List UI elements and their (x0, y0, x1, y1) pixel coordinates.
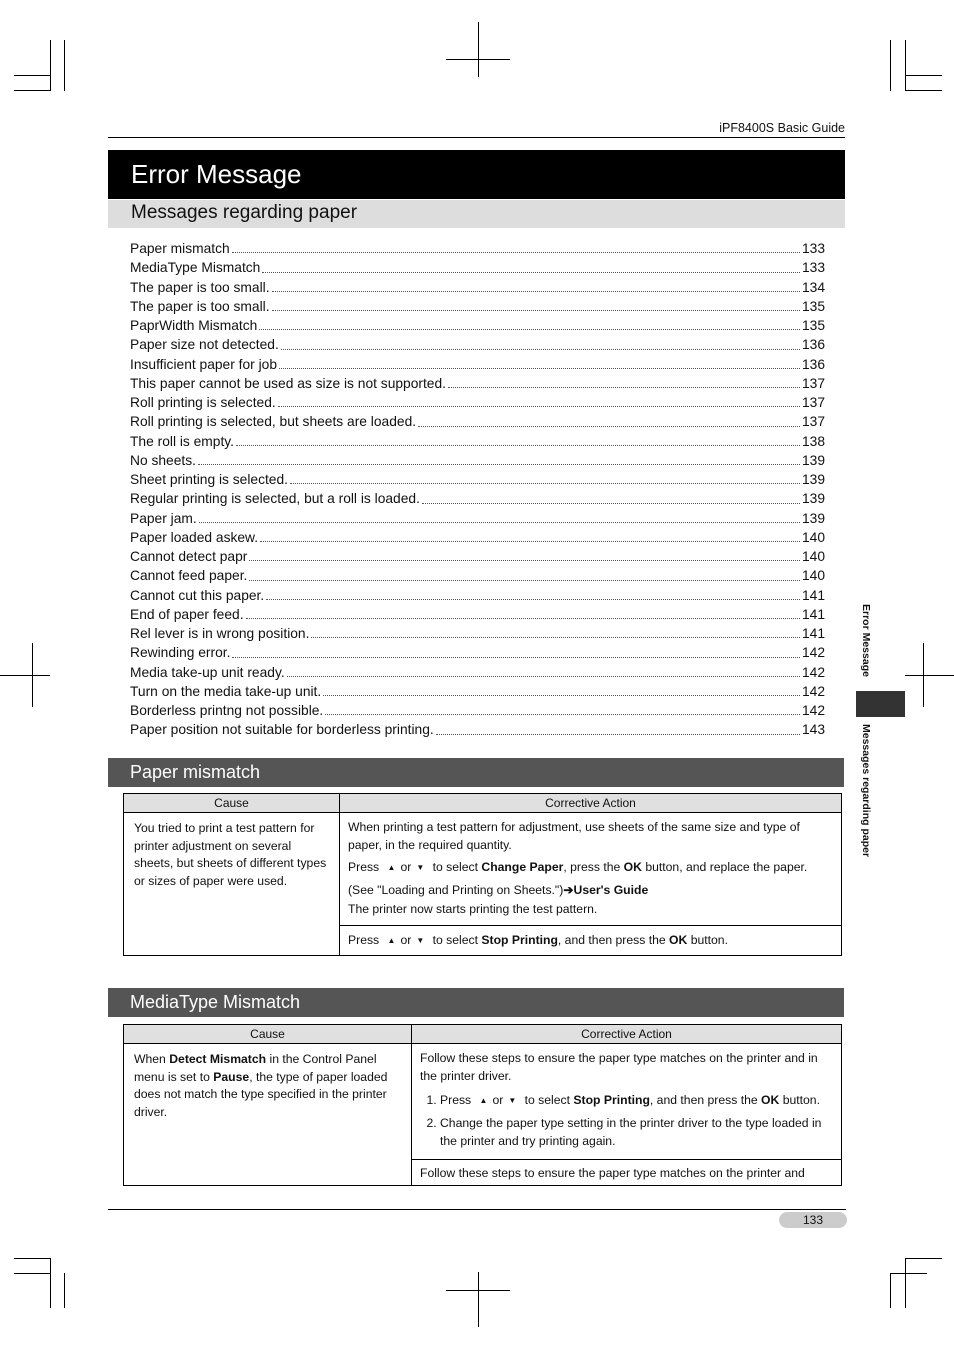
page-number: 133 (779, 1212, 847, 1228)
crop-mark (890, 1273, 891, 1308)
toc-entry-page: 138 (801, 433, 825, 449)
toc-leader-dots (249, 566, 800, 580)
toc-leader-dots (290, 470, 800, 484)
crop-mark (64, 40, 65, 91)
title-bar (108, 150, 845, 199)
toc-leader-dots (287, 663, 800, 677)
down-arrow-icon: ▼ (416, 863, 425, 872)
toc-entry-page: 139 (801, 452, 825, 468)
toc-entry-page: 137 (801, 395, 825, 410)
toc-entry[interactable] (130, 643, 825, 662)
toc-entry-label: Paper position not suitable for borderless printing. (130, 722, 434, 738)
toc-leader-dots (325, 701, 800, 715)
toc-leader-dots (311, 624, 800, 638)
crop-mark (14, 90, 51, 91)
up-arrow-icon: ▲ (387, 935, 396, 945)
toc-entry-label: Rewinding error. (130, 645, 231, 661)
toc-entry-label: The paper is too small. (130, 279, 270, 295)
action-cell: Follow these steps to ensure the paper type matches on the printer and (412, 1160, 842, 1186)
toc-entry-page: 140 (801, 529, 825, 545)
section-heading-bar (108, 988, 844, 1017)
toc-entry[interactable] (130, 432, 825, 451)
toc-leader-dots (198, 451, 800, 465)
subtitle-bar (108, 200, 845, 228)
toc-leader-dots (259, 316, 800, 330)
toc-entry-label: The paper is too small. (130, 298, 270, 314)
toc-entry[interactable] (130, 355, 825, 374)
toc-leader-dots (232, 643, 800, 657)
page-title: Error Message (131, 159, 302, 189)
toc-leader-dots (448, 374, 800, 388)
crop-mark (905, 1258, 906, 1308)
up-arrow-icon: ▲ (387, 863, 396, 872)
toc-entry[interactable] (130, 509, 825, 528)
toc-entry-page: 142 (801, 703, 825, 718)
toc-entry[interactable] (130, 720, 825, 739)
toc-entry-page: 139 (801, 491, 825, 507)
toc-entry-page: 140 (801, 549, 825, 564)
toc-entry-label: Media take-up unit ready. (130, 664, 285, 680)
column-header-cause: Cause (124, 1025, 412, 1044)
crop-mark (50, 1258, 51, 1308)
toc-entry[interactable] (130, 297, 825, 316)
toc-leader-dots (272, 297, 800, 311)
action-intro: When printing a test pattern for adjustment, use sheets of the same size and type of paper, in the required quantity. (348, 820, 800, 852)
mediatype-mismatch-table (123, 1024, 842, 1186)
toc-leader-dots (272, 278, 800, 292)
action-step: Press ▲ or ▼ to select Change Paper, press the OK button, and replace the paper. (348, 860, 808, 874)
crop-mark (905, 90, 942, 91)
toc-entry-page: 136 (801, 356, 825, 372)
toc-entry[interactable] (130, 566, 825, 585)
toc-entry-label: Paper jam. (130, 510, 197, 526)
action-cell (340, 813, 842, 926)
down-arrow-icon: ▼ (508, 1096, 517, 1105)
toc-entry[interactable] (130, 605, 825, 624)
cause-cell: When Detect Mismatch in the Control Panel menu is set to Pause, the type of paper loaded does not match the type specified in the printer driver. (124, 1044, 412, 1186)
toc-leader-dots (278, 393, 800, 407)
toc-entry-label: Paper loaded askew. (130, 529, 259, 545)
toc-entry-label: Insufficient paper for job (130, 356, 278, 372)
column-header-action: Corrective Action (412, 1025, 842, 1044)
toc-entry[interactable] (130, 258, 825, 277)
toc-entry[interactable] (130, 335, 825, 354)
action-cell: Press ▲ or ▼ to select Stop Printing, and then press the OK button. (340, 925, 842, 956)
crop-mark (0, 675, 50, 676)
toc-entry-page: 139 (801, 510, 825, 526)
crop-mark (905, 675, 954, 676)
cause-cell (124, 813, 340, 956)
toc-entry-page: 141 (801, 626, 825, 641)
toc-entry[interactable] (130, 412, 825, 431)
toc-leader-dots (236, 432, 800, 446)
crop-mark (14, 1273, 51, 1274)
crop-mark (923, 643, 924, 707)
toc-entry-page: 142 (801, 683, 825, 699)
toc-entry-label: This paper cannot be used as size is not supported. (130, 375, 446, 391)
crop-mark (890, 1273, 927, 1274)
toc-leader-dots (418, 412, 800, 426)
toc-entry[interactable] (130, 528, 825, 547)
section-heading: Paper mismatch (130, 762, 261, 782)
toc-entry-label: No sheets. (130, 452, 196, 468)
toc-leader-dots (262, 258, 800, 272)
toc-entry-label: Roll printing is selected, but sheets are loaded. (130, 414, 417, 430)
toc-entry-label: Rel lever is in wrong position. (130, 626, 310, 641)
column-header-cause: Cause (124, 794, 340, 813)
header-rule (108, 137, 845, 138)
toc-entry-page: 141 (801, 587, 825, 603)
page-subtitle: Messages regarding paper (131, 202, 358, 223)
toc-list (130, 239, 825, 740)
toc-entry-label: Regular printing is selected, but a roll is loaded. (130, 491, 420, 507)
toc-leader-dots (281, 335, 800, 349)
reference-line: (See "Loading and Printing on Sheets.")➔User's Guide (348, 882, 649, 897)
up-arrow-icon: ▲ (479, 1096, 488, 1105)
crop-mark (50, 40, 51, 91)
crop-mark (32, 643, 33, 707)
toc-entry[interactable] (130, 547, 825, 566)
crop-mark (905, 40, 906, 91)
toc-entry-page: 140 (801, 568, 825, 584)
toc-entry-label: Cannot cut this paper. (130, 587, 265, 603)
toc-leader-dots (249, 547, 800, 561)
toc-entry[interactable] (130, 451, 825, 470)
crop-mark (478, 1272, 479, 1327)
toc-leader-dots (279, 355, 800, 369)
toc-entry[interactable] (130, 278, 825, 297)
toc-entry[interactable] (130, 239, 825, 258)
step-item: 2. Change the paper type setting in the printer driver to the type loaded in the printer and try printing again. (440, 1115, 833, 1150)
toc-entry-page: 137 (801, 375, 825, 391)
toc-entry[interactable] (130, 393, 825, 412)
toc-entry-label: Borderless printng not possible. (130, 703, 324, 718)
action-cell (412, 1044, 842, 1160)
side-chapter-label: Error Message (860, 604, 872, 677)
crop-mark (446, 1290, 510, 1291)
toc-entry[interactable] (130, 701, 825, 720)
toc-entry[interactable] (130, 316, 825, 335)
toc-entry-page: 139 (801, 472, 825, 487)
toc-entry-page: 142 (801, 645, 825, 661)
toc-entry-page: 133 (801, 241, 825, 256)
crop-mark (14, 75, 51, 76)
action-result: The printer now starts printing the test pattern. (348, 902, 598, 916)
toc-entry-label: MediaType Mismatch (130, 260, 261, 276)
column-header-action: Corrective Action (340, 794, 842, 813)
toc-entry-page: 137 (801, 414, 825, 430)
toc-entry[interactable] (130, 682, 825, 701)
guide-title: iPF8400S Basic Guide (719, 121, 845, 135)
toc-entry-label: Sheet printing is selected. (130, 472, 288, 487)
down-arrow-icon: ▼ (416, 935, 425, 945)
toc-entry-page: 135 (801, 298, 825, 314)
toc-entry-label: Cannot feed paper. (130, 568, 248, 584)
toc-leader-dots (232, 239, 800, 253)
crop-mark (478, 22, 479, 77)
toc-entry-page: 136 (801, 337, 825, 353)
toc-entry[interactable] (130, 624, 825, 643)
toc-entry-page: 141 (801, 606, 825, 622)
toc-entry[interactable] (130, 489, 825, 508)
side-tab-marker (856, 691, 905, 717)
crop-mark (14, 1258, 51, 1259)
toc-leader-dots (422, 489, 800, 503)
toc-leader-dots (266, 586, 800, 600)
toc-entry-page: 135 (801, 318, 825, 333)
toc-leader-dots (199, 509, 800, 523)
crop-mark (890, 40, 891, 91)
side-section-label: Messages regarding paper (860, 724, 872, 858)
users-guide-link[interactable]: User's Guide (573, 882, 649, 897)
crop-mark (446, 59, 510, 60)
toc-entry-label: Roll printing is selected. (130, 395, 276, 410)
toc-leader-dots (246, 605, 800, 619)
toc-entry-page: 143 (801, 722, 825, 738)
toc-entry-page: 134 (801, 279, 825, 295)
toc-entry-label: Paper size not detected. (130, 337, 279, 353)
crop-mark (64, 1273, 65, 1308)
toc-entry-label: Turn on the media take-up unit. (130, 683, 322, 699)
toc-entry-label: Paper mismatch (130, 241, 230, 256)
paper-mismatch-table (123, 793, 842, 956)
toc-leader-dots (260, 528, 800, 542)
toc-entry-label: Cannot detect papr (130, 549, 248, 564)
footer-rule (108, 1209, 846, 1210)
toc-entry-page: 133 (801, 260, 825, 276)
toc-entry[interactable] (130, 374, 825, 393)
section-heading-bar (108, 758, 844, 787)
toc-leader-dots (323, 682, 800, 696)
toc-entry-label: The roll is empty. (130, 433, 235, 449)
action-intro: Follow these steps to ensure the paper type matches on the printer and in the printer driver. (420, 1051, 818, 1083)
toc-entry[interactable] (130, 470, 825, 489)
toc-entry-label: PaprWidth Mismatch (130, 318, 258, 333)
step-item: 1. Press ▲ or ▼ to select Stop Printing, and then press the OK button. (440, 1089, 833, 1112)
toc-entry-label: End of paper feed. (130, 606, 244, 622)
toc-leader-dots (436, 720, 800, 734)
toc-entry-page: 142 (801, 664, 825, 680)
steps-list (420, 1089, 833, 1150)
cause-text: You tried to print a test pattern for printer adjustment on several sheets, but sheets of different types or sizes of paper were used. (134, 821, 327, 888)
crop-mark (905, 1258, 942, 1259)
toc-entry[interactable] (130, 663, 825, 682)
section-heading: MediaType Mismatch (130, 992, 301, 1012)
toc-entry[interactable] (130, 586, 825, 605)
arrow-right-icon: ➔ (563, 882, 574, 897)
crop-mark (905, 75, 942, 76)
